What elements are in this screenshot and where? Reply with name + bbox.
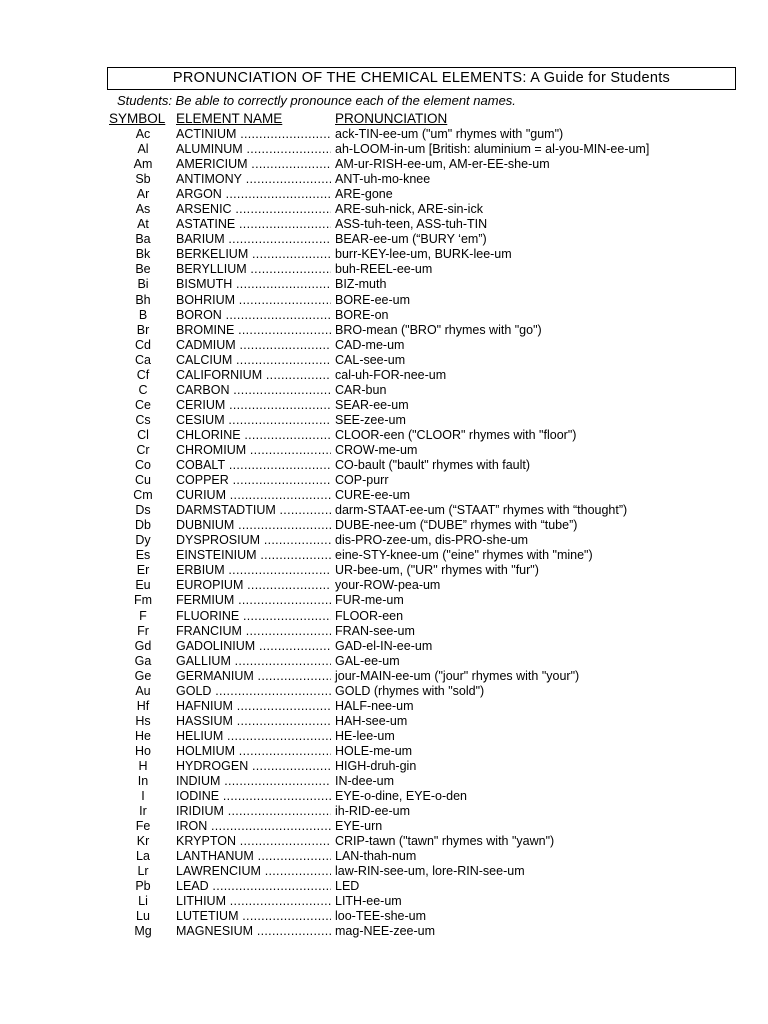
element-pronunciation: GAL-ee-um [335, 653, 400, 668]
element-pronunciation: GOLD (rhymes with "sold") [335, 683, 485, 698]
element-name: ANTIMONY ..... [176, 172, 331, 187]
element-name: CERIUM ..... [176, 398, 331, 413]
element-row [0, 398, 768, 413]
element-symbol: Lr [137, 864, 149, 879]
element-name: EUROPIUM ..... [176, 578, 331, 593]
element-name: DYSPROSIUM ..... [176, 533, 331, 548]
element-row [0, 368, 768, 383]
element-symbol: Be [135, 262, 151, 277]
element-name: ASTATINE ..... [176, 217, 331, 232]
element-row [0, 578, 768, 593]
element-name: IRIDIUM ..... [176, 804, 331, 819]
element-name: EINSTEINIUM ..... [176, 548, 331, 563]
element-row [0, 533, 768, 548]
element-pronunciation: CROW-me-um [335, 442, 418, 457]
element-symbol: Cr [136, 442, 150, 457]
element-row [0, 518, 768, 533]
element-row [0, 127, 768, 142]
element-symbol: Li [138, 894, 148, 909]
element-symbol: C [138, 382, 148, 397]
element-pronunciation: ah-LOOM-in-um [British: aluminium = al-you-MIN-ee-um] [335, 142, 650, 157]
element-symbol: Eu [135, 578, 151, 593]
element-symbol: Au [135, 683, 151, 698]
element-pronunciation: HIGH-druh-gin [335, 758, 417, 773]
element-symbol: Hf [136, 698, 150, 713]
element-name: HAFNIUM ..... [176, 699, 331, 714]
element-name: IODINE ..... [176, 789, 331, 804]
element-name: BARIUM ..... [176, 232, 331, 247]
element-pronunciation: HOLE-me-um [335, 743, 413, 758]
element-name: GOLD ..... [176, 684, 331, 699]
element-pronunciation: BORE-ee-um [335, 292, 411, 307]
element-symbol: Mg [134, 924, 152, 939]
element-name: LEAD ..... [176, 879, 331, 894]
element-symbol: As [135, 202, 151, 217]
element-name: ARSENIC ..... [176, 202, 331, 217]
element-name: HYDROGEN ..... [176, 759, 331, 774]
element-symbol: Br [136, 322, 150, 337]
element-symbol: Cf [136, 367, 150, 382]
element-pronunciation: jour-MAIN-ee-um ("jour" rhymes with "your") [335, 668, 580, 683]
element-pronunciation: ih-RID-ee-um [335, 804, 411, 819]
pronunciation-column-header: PRONUNCIATION [335, 111, 448, 126]
element-name: BISMUTH ..... [176, 277, 331, 292]
element-pronunciation: law-RIN-see-um, lore-RIN-see-um [335, 864, 525, 879]
element-symbol: Cm [133, 488, 153, 503]
element-row [0, 323, 768, 338]
element-pronunciation: COP-purr [335, 473, 389, 488]
element-symbol: Ho [135, 743, 151, 758]
element-row [0, 338, 768, 353]
element-pronunciation: LITH-ee-um [335, 894, 402, 909]
element-row [0, 624, 768, 639]
element-symbol: Ir [139, 804, 147, 819]
element-symbol: Lu [136, 909, 150, 924]
element-row [0, 714, 768, 729]
element-name: COBALT ..... [176, 458, 331, 473]
element-symbol: Cu [135, 473, 151, 488]
element-symbol: In [137, 774, 149, 789]
element-name: HOLMIUM ..... [176, 744, 331, 759]
element-row [0, 262, 768, 277]
element-name: ERBIUM ..... [176, 563, 331, 578]
element-row [0, 142, 768, 157]
element-name: CALIFORNIUM ..... [176, 368, 331, 383]
element-row [0, 232, 768, 247]
element-row [0, 654, 768, 669]
element-pronunciation: ack-TIN-ee-um ("um" rhymes with "gum") [335, 127, 564, 141]
element-symbol: Gd [134, 638, 152, 653]
element-row [0, 789, 768, 804]
element-row [0, 353, 768, 368]
element-name-column-header: ELEMENT NAME [176, 111, 283, 126]
element-row [0, 247, 768, 262]
element-row [0, 383, 768, 398]
element-row [0, 187, 768, 202]
element-pronunciation: FUR-me-um [335, 593, 404, 608]
element-pronunciation: IN-dee-um [335, 774, 395, 789]
element-pronunciation: HAH-see-um [335, 713, 408, 728]
element-symbol: Pb [135, 879, 151, 894]
element-symbol: Ac [135, 127, 151, 141]
element-row [0, 172, 768, 187]
element-symbol: Cl [137, 427, 149, 442]
element-pronunciation: BORE-on [335, 307, 389, 322]
element-row [0, 458, 768, 473]
element-row [0, 428, 768, 443]
element-pronunciation: ANT-uh-mo-knee [335, 172, 431, 187]
element-symbol: Bk [135, 247, 151, 262]
element-row [0, 277, 768, 292]
element-pronunciation: LED [335, 879, 360, 894]
element-row [0, 759, 768, 774]
symbol-column-header: SYMBOL [109, 111, 166, 126]
element-pronunciation: cal-uh-FOR-nee-um [335, 367, 447, 382]
element-symbol: He [135, 728, 151, 743]
element-name: INDIUM ..... [176, 774, 331, 789]
element-pronunciation: LAN-thah-num [335, 849, 417, 864]
element-name: CHLORINE ..... [176, 428, 331, 443]
element-name: GADOLINIUM ..... [176, 639, 331, 654]
element-name: HELIUM ..... [176, 729, 331, 744]
element-name: CESIUM ..... [176, 413, 331, 428]
element-name: AMERICIUM ..... [176, 157, 331, 172]
element-symbol: At [137, 217, 149, 232]
element-pronunciation: CURE-ee-um [335, 488, 411, 503]
element-row [0, 473, 768, 488]
element-name: FLUORINE ..... [176, 609, 331, 624]
element-row [0, 924, 768, 939]
element-symbol: I [141, 789, 145, 804]
element-pronunciation: CO-bault ("bault" rhymes with fault) [335, 458, 531, 473]
element-pronunciation: ARE-suh-nick, ARE-sin-ick [335, 202, 483, 217]
element-name: LANTHANUM ..... [176, 849, 331, 864]
element-list [0, 127, 768, 940]
element-name: FERMIUM ..... [176, 593, 331, 608]
element-pronunciation: loo-TEE-she-um [335, 909, 426, 924]
element-symbol: Ds [135, 503, 151, 518]
element-symbol: Dy [135, 533, 151, 548]
element-pronunciation: EYE-urn [335, 819, 383, 834]
element-name: CALCIUM ..... [176, 353, 331, 368]
element-symbol: Ga [134, 653, 152, 668]
element-symbol: Ar [136, 187, 150, 202]
element-row [0, 488, 768, 503]
element-pronunciation: HALF-nee-um [335, 698, 414, 713]
element-symbol: F [139, 608, 147, 623]
element-name: GERMANIUM ..... [176, 669, 331, 684]
element-pronunciation: ASS-tuh-teen, ASS-tuh-TIN [335, 217, 488, 232]
element-pronunciation: BRO-mean ("BRO" rhymes with "go") [335, 322, 542, 337]
element-pronunciation: eine-STY-knee-um ("eine" rhymes with "mine") [335, 548, 593, 563]
element-name: ACTINIUM ..... [176, 127, 331, 142]
element-row [0, 879, 768, 894]
element-pronunciation: your-ROW-pea-um [335, 578, 441, 593]
element-symbol: Co [135, 458, 151, 473]
element-name: CADMIUM ..... [176, 338, 331, 353]
element-pronunciation: DUBE-nee-um (“DUBE” rhymes with “tube”) [335, 518, 578, 533]
element-name: DUBNIUM ..... [176, 518, 331, 533]
element-row [0, 699, 768, 714]
element-name: CHROMIUM ..... [176, 443, 331, 458]
element-row [0, 684, 768, 699]
element-row [0, 217, 768, 232]
element-symbol: Al [137, 142, 149, 157]
element-row [0, 894, 768, 909]
element-row [0, 639, 768, 654]
element-pronunciation: darm-STAAT-ee-um (“STAAT” rhymes with “thought”) [335, 503, 628, 518]
element-name: BROMINE ..... [176, 323, 331, 338]
element-name: ALUMINUM ..... [176, 142, 331, 157]
table-header [0, 111, 768, 127]
element-row [0, 774, 768, 789]
element-pronunciation: HE-lee-um [335, 728, 395, 743]
element-name: LAWRENCIUM ..... [176, 864, 331, 879]
document-title: PRONUNCIATION OF THE CHEMICAL ELEMENTS: A Guide for Students [107, 67, 736, 90]
element-symbol: Hs [135, 713, 151, 728]
element-row [0, 864, 768, 879]
element-name: CARBON ..... [176, 383, 331, 398]
element-pronunciation: CRIP-tawn ("tawn" rhymes with "yawn") [335, 834, 555, 849]
element-symbol: Es [135, 548, 151, 563]
element-name: KRYPTON ..... [176, 834, 331, 849]
element-symbol: Db [135, 518, 151, 533]
element-symbol: Fe [135, 819, 151, 834]
element-pronunciation: CAL-see-um [335, 352, 406, 367]
element-symbol: Ba [135, 232, 151, 247]
element-symbol: Sb [135, 172, 151, 187]
element-pronunciation: SEE-zee-um [335, 412, 406, 427]
element-row [0, 909, 768, 924]
element-pronunciation: ARE-gone [335, 187, 393, 202]
element-row [0, 202, 768, 217]
element-symbol: La [136, 849, 150, 864]
element-symbol: Am [133, 157, 153, 172]
element-name: BORON ..... [176, 308, 331, 323]
element-row [0, 804, 768, 819]
element-name: BERYLLIUM ..... [176, 262, 331, 277]
element-pronunciation: SEAR-ee-um [335, 397, 409, 412]
element-name: HASSIUM ..... [176, 714, 331, 729]
element-row [0, 548, 768, 563]
element-symbol: Er [136, 563, 150, 578]
element-pronunciation: BEAR-ee-um (“BURY ‘em”) [335, 232, 487, 247]
element-row [0, 669, 768, 684]
element-name: ARGON ..... [176, 187, 331, 202]
element-name: FRANCIUM ..... [176, 624, 331, 639]
element-pronunciation: CAD-me-um [335, 337, 405, 352]
instructions-text: Students: Be able to correctly pronounce each of the element names. [117, 93, 516, 108]
element-pronunciation: GAD-el-IN-ee-um [335, 638, 433, 653]
element-pronunciation: UR-bee-um, ("UR" rhymes with "fur") [335, 563, 539, 578]
element-name: LITHIUM ..... [176, 894, 331, 909]
element-pronunciation: EYE-o-dine, EYE-o-den [335, 789, 468, 804]
element-row [0, 503, 768, 518]
element-symbol: B [138, 307, 148, 322]
element-row [0, 609, 768, 624]
element-row [0, 834, 768, 849]
element-row [0, 308, 768, 323]
element-name: CURIUM ..... [176, 488, 331, 503]
element-row [0, 849, 768, 864]
element-symbol: Ge [134, 668, 152, 683]
element-name: GALLIUM ..... [176, 654, 331, 669]
element-name: BOHRIUM ..... [176, 293, 331, 308]
element-pronunciation: mag-NEE-zee-um [335, 924, 436, 939]
element-pronunciation: buh-REEL-ee-um [335, 262, 433, 277]
element-row [0, 819, 768, 834]
element-name: DARMSTADTIUM ..... [176, 503, 331, 518]
element-pronunciation: AM-ur-RISH-ee-um, AM-er-EE-she-um [335, 157, 550, 172]
element-symbol: Bh [135, 292, 151, 307]
element-symbol: Kr [136, 834, 150, 849]
element-row [0, 744, 768, 759]
element-pronunciation: BIZ-muth [335, 277, 387, 292]
element-symbol: H [138, 758, 148, 773]
element-pronunciation: burr-KEY-lee-um, BURK-lee-um [335, 247, 512, 262]
element-name: MAGNESIUM ..... [176, 924, 331, 939]
element-row [0, 729, 768, 744]
element-symbol: Cs [135, 412, 151, 427]
element-row [0, 563, 768, 578]
element-pronunciation: FLOOR-een [335, 608, 404, 623]
element-symbol: Ce [135, 397, 151, 412]
element-name: BERKELIUM ..... [176, 247, 331, 262]
element-name: COPPER ..... [176, 473, 331, 488]
element-pronunciation: dis-PRO-zee-um, dis-PRO-she-um [335, 533, 529, 548]
element-symbol: Fr [137, 623, 149, 638]
element-row [0, 293, 768, 308]
element-pronunciation: CLOOR-een ("CLOOR" rhymes with "floor") [335, 427, 577, 442]
element-row [0, 443, 768, 458]
element-pronunciation: FRAN-see-um [335, 623, 415, 638]
element-row [0, 157, 768, 172]
element-pronunciation: CAR-bun [335, 382, 387, 397]
element-name: IRON ..... [176, 819, 331, 834]
element-symbol: Fm [133, 593, 153, 608]
element-row [0, 593, 768, 608]
element-symbol: Bi [137, 277, 149, 292]
element-symbol: Ca [135, 352, 151, 367]
element-row [0, 413, 768, 428]
element-name: LUTETIUM ..... [176, 909, 331, 924]
element-symbol: Cd [135, 337, 151, 352]
